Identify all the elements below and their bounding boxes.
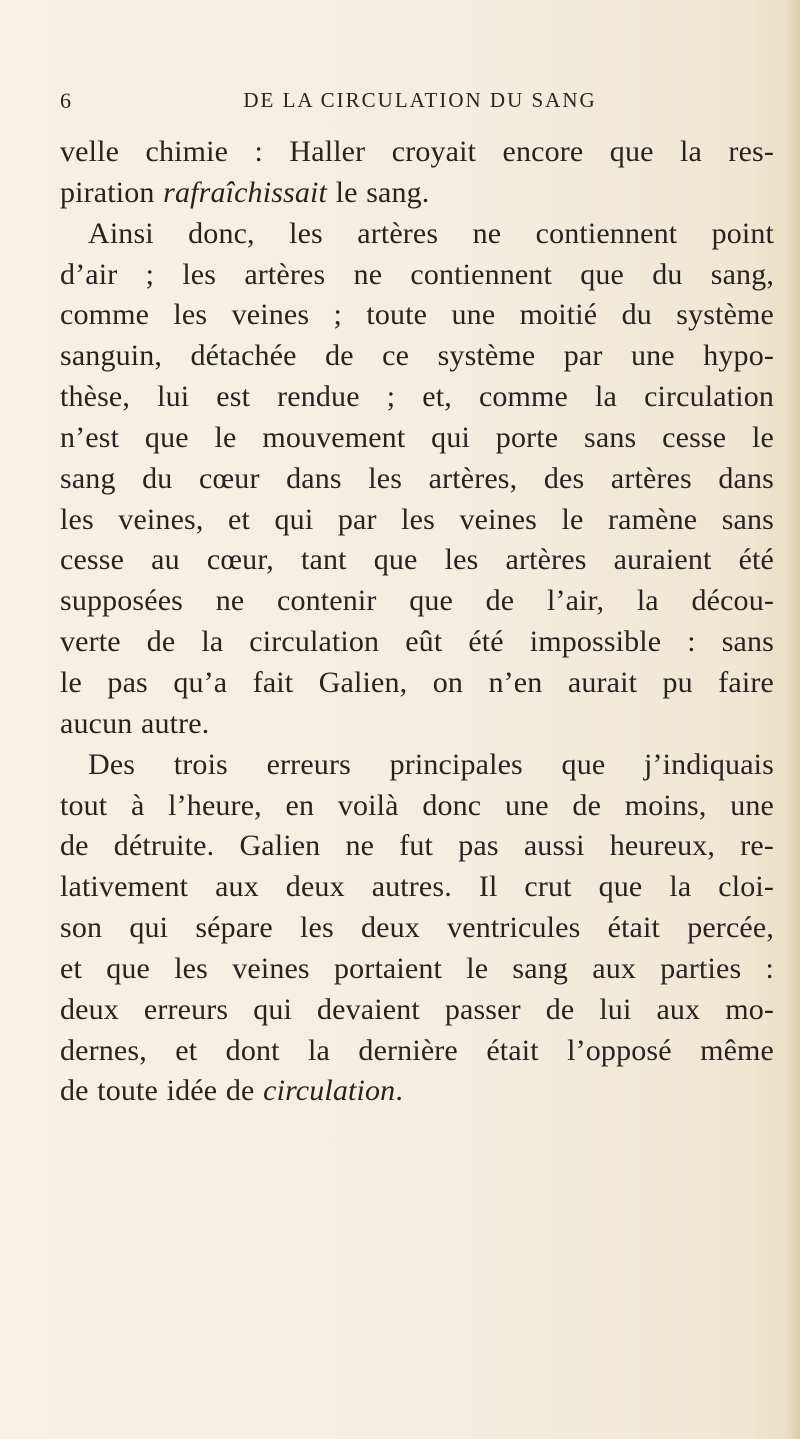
text-line bbox=[60, 173, 774, 214]
page-header bbox=[60, 88, 780, 128]
running-title: DE LA CIRCULATION DU SANG bbox=[243, 88, 597, 112]
page-number: 6 bbox=[60, 88, 72, 113]
page-edge-shadow bbox=[786, 0, 800, 1439]
text-line: thèse, lui est rendue ; et, comme la circulation bbox=[60, 380, 774, 414]
text-line: velle chimie : Haller croyait encore que la res- bbox=[60, 135, 774, 168]
italic-term: rafraîchissait bbox=[163, 175, 327, 209]
text-line: et que les veines portaient le sang aux parties : bbox=[60, 951, 774, 985]
text-line: de détruite. Galien ne fut pas aussi heureux, re- bbox=[60, 829, 774, 863]
text-line: d’air ; les artères ne contiennent que du sang, bbox=[60, 257, 774, 291]
text-line: son qui sépare les deux ventricules était percée, bbox=[60, 911, 774, 945]
text-segment: de toute idée de bbox=[60, 1074, 264, 1108]
text-line: dernes, et dont la dernière était l’opposé même bbox=[60, 1033, 774, 1067]
text-line: sanguin, détachée de ce système par une hypo- bbox=[60, 339, 774, 373]
text-line: Ainsi donc, les artères ne contiennent point bbox=[88, 216, 774, 250]
italic-term: circulation bbox=[263, 1074, 396, 1108]
text-line: Des trois erreurs principales que j’indiquais bbox=[88, 747, 774, 781]
paragraph bbox=[60, 214, 774, 745]
text-segment: . bbox=[395, 1074, 403, 1108]
text-line: le pas qu’a fait Galien, on n’en aurait pu faire bbox=[60, 665, 774, 699]
text-line: lativement aux deux autres. Il crut que la cloi- bbox=[60, 870, 774, 904]
text-line: tout à l’heure, en voilà donc une de moins, une bbox=[60, 788, 774, 822]
text-line: n’est que le mouvement qui porte sans cesse le bbox=[60, 420, 774, 454]
text-line: deux erreurs qui devaient passer de lui aux mo- bbox=[60, 992, 774, 1026]
text-line: cesse au cœur, tant que les artères auraient été bbox=[60, 543, 774, 577]
paragraph bbox=[60, 132, 774, 214]
body-text bbox=[60, 132, 774, 1112]
text-line: comme les veines ; toute une moitié du système bbox=[60, 298, 774, 332]
text-line: verte de la circulation eût été impossible : sans bbox=[60, 625, 774, 659]
text-segment: le sang. bbox=[326, 175, 430, 209]
text-line bbox=[60, 1071, 774, 1112]
text-segment: piration bbox=[60, 175, 164, 209]
text-line: les veines, et qui par les veines le ramène sans bbox=[60, 502, 774, 536]
text-line: sang du cœur dans les artères, des artères dans bbox=[60, 461, 774, 495]
paragraph bbox=[60, 745, 774, 1113]
text-line: aucun autre. bbox=[60, 706, 210, 740]
text-line: supposées ne contenir que de l’air, la décou- bbox=[60, 584, 774, 618]
